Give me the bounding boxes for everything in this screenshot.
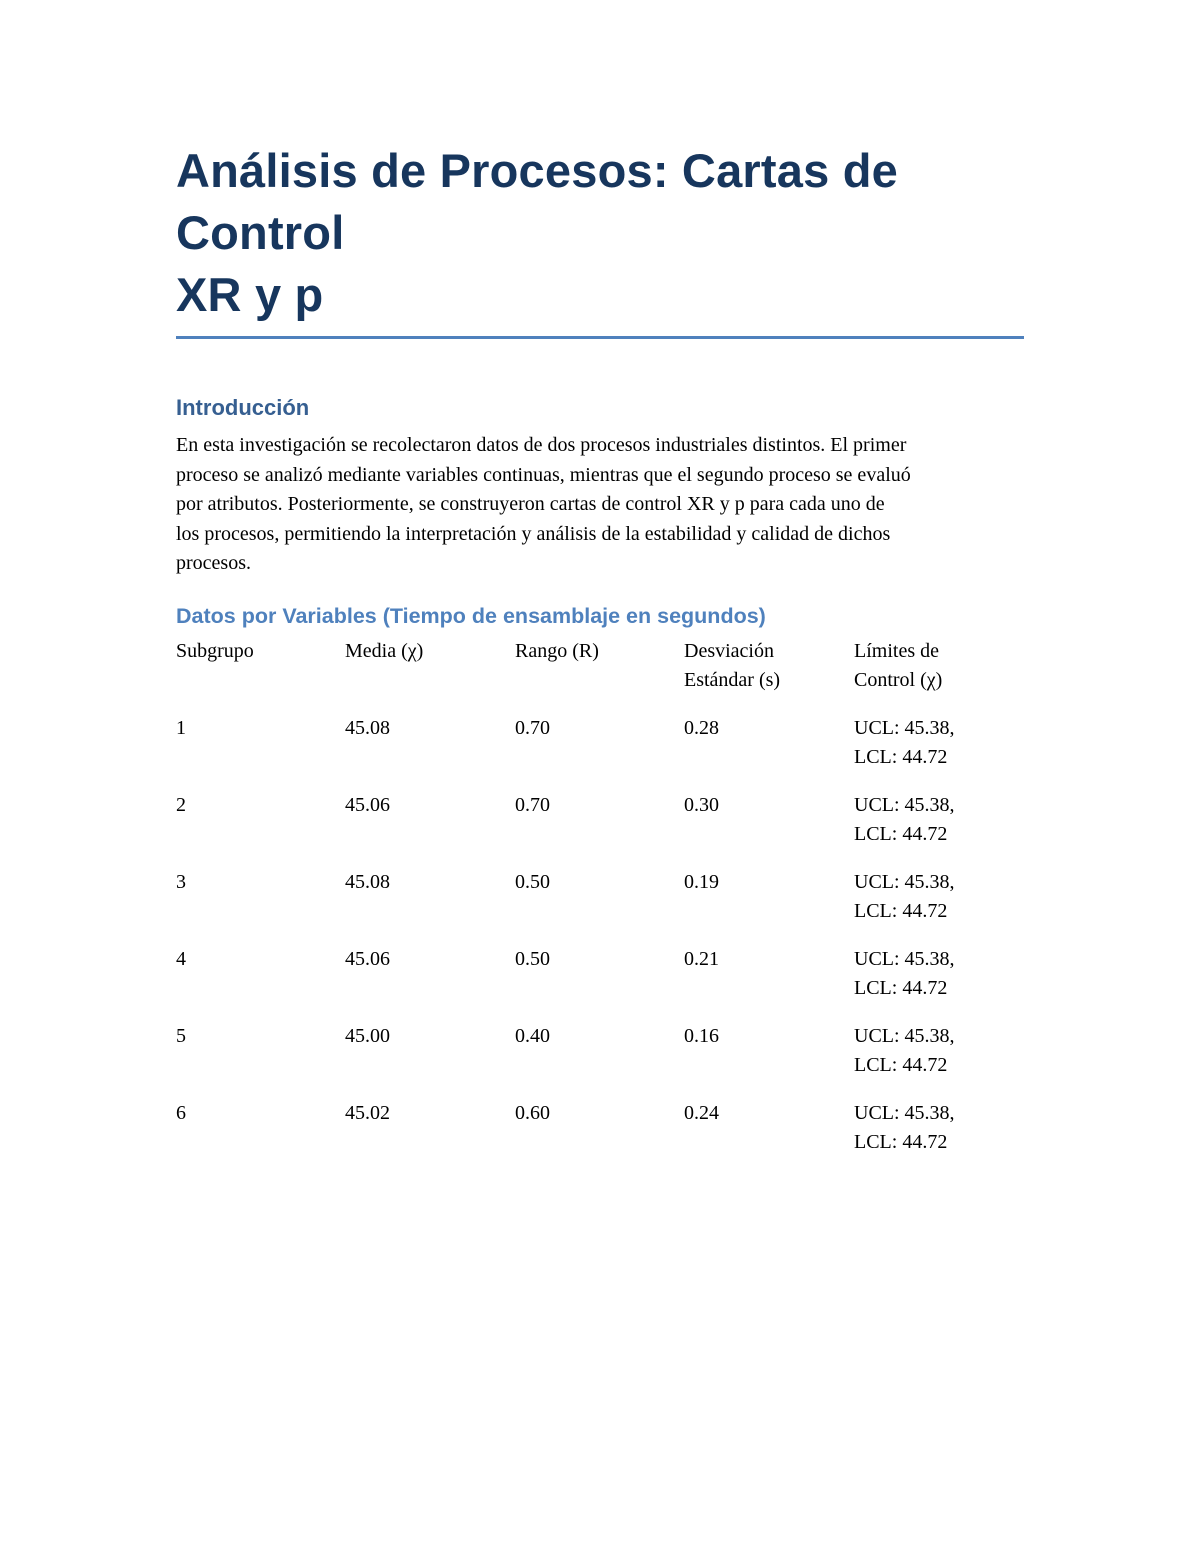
limit-line: UCL: 45.38, — [854, 793, 955, 816]
title-line-1: Análisis de Procesos: Cartas de Control — [176, 144, 898, 259]
intro-line: por atributos. Posteriormente, se construyeron cartas de control XR y p para cada uno de — [176, 493, 885, 515]
header-media — [345, 637, 515, 714]
cell-media: 45.00 — [345, 1024, 390, 1047]
limit-line: LCL: 44.72 — [854, 1131, 948, 1153]
header-text: Estándar (s) — [684, 669, 781, 691]
variables-table — [176, 637, 1024, 1176]
header-text: Control (χ) — [854, 669, 943, 691]
cell-desviacion: 0.21 — [684, 947, 719, 970]
limit-line: LCL: 44.72 — [854, 900, 948, 922]
header-limites — [854, 637, 1024, 714]
cell-subgrupo: 3 — [176, 870, 186, 893]
cell-desviacion: 0.30 — [684, 793, 719, 816]
cell-limites — [854, 945, 1024, 1022]
header-text: Subgrupo — [176, 639, 254, 662]
cell-subgrupo: 6 — [176, 1101, 186, 1124]
header-subgrupo — [176, 637, 345, 714]
cell-rango: 0.60 — [515, 1101, 550, 1124]
intro-paragraph — [176, 431, 1024, 579]
table-body — [176, 714, 1024, 1176]
limit-line: UCL: 45.38, — [854, 1101, 955, 1124]
header-text: Media (χ) — [345, 639, 424, 662]
cell-rango: 0.70 — [515, 716, 550, 739]
cell-media: 45.08 — [345, 716, 390, 739]
cell-desviacion: 0.16 — [684, 1024, 719, 1047]
cell-limites — [854, 1022, 1024, 1099]
cell-subgrupo: 2 — [176, 793, 186, 816]
header-text: Rango (R) — [515, 639, 599, 662]
table-row — [176, 868, 1024, 945]
cell-desviacion: 0.19 — [684, 870, 719, 893]
cell-limites — [854, 868, 1024, 945]
limit-line: LCL: 44.72 — [854, 1054, 948, 1076]
limit-line: UCL: 45.38, — [854, 947, 955, 970]
cell-media: 45.06 — [345, 793, 390, 816]
intro-line: proceso se analizó mediante variables continuas, mientras que el segundo proceso se evaluó — [176, 463, 911, 486]
header-text: Desviación — [684, 639, 774, 662]
intro-line: los procesos, permitiendo la interpretación y análisis de la estabilidad y calidad de dichos — [176, 522, 891, 545]
cell-rango: 0.70 — [515, 793, 550, 816]
table-row — [176, 791, 1024, 868]
variables-heading: Datos por Variables (Tiempo de ensamblaje en segundos) — [176, 603, 766, 628]
cell-media: 45.06 — [345, 947, 390, 970]
limit-line: LCL: 44.72 — [854, 823, 948, 845]
intro-heading: Introducción — [176, 395, 310, 420]
table-row — [176, 945, 1024, 1022]
header-rango — [515, 637, 684, 714]
cell-desviacion: 0.24 — [684, 1101, 719, 1124]
cell-subgrupo: 5 — [176, 1024, 186, 1047]
header-desviacion — [684, 637, 854, 714]
cell-rango: 0.50 — [515, 947, 550, 970]
table-row — [176, 1099, 1024, 1176]
cell-limites — [854, 1099, 1024, 1176]
limit-line: UCL: 45.38, — [854, 1024, 955, 1047]
intro-line: procesos. — [176, 552, 251, 574]
title-line-2: XR y p — [176, 268, 324, 321]
intro-line: En esta investigación se recolectaron datos de dos procesos industriales distintos. El primer — [176, 434, 907, 456]
cell-limites — [854, 791, 1024, 868]
cell-rango: 0.50 — [515, 870, 550, 893]
cell-media: 45.02 — [345, 1101, 390, 1124]
cell-limites — [854, 714, 1024, 791]
document-page — [176, 140, 1024, 1176]
limit-line: LCL: 44.72 — [854, 977, 948, 999]
limit-line: UCL: 45.38, — [854, 870, 955, 893]
cell-desviacion: 0.28 — [684, 716, 719, 739]
document-title — [176, 140, 1024, 339]
header-text: Límites de — [854, 639, 939, 662]
table-row — [176, 1022, 1024, 1099]
limit-line: LCL: 44.72 — [854, 746, 948, 768]
table-header-row — [176, 637, 1024, 714]
cell-media: 45.08 — [345, 870, 390, 893]
table-row — [176, 714, 1024, 791]
cell-subgrupo: 1 — [176, 716, 186, 739]
limit-line: UCL: 45.38, — [854, 716, 955, 739]
cell-rango: 0.40 — [515, 1024, 550, 1047]
cell-subgrupo: 4 — [176, 947, 186, 970]
